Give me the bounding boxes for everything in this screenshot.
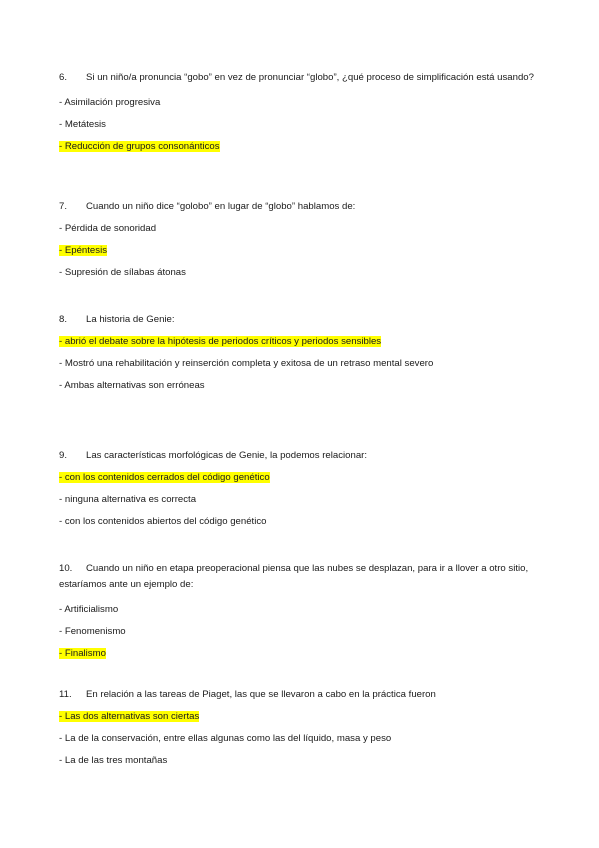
option: - Metátesis (59, 119, 106, 130)
option: - Ambas alternativas son erróneas (59, 380, 205, 391)
question-6 (59, 70, 539, 153)
option: - Pérdida de sonoridad (59, 223, 157, 234)
option-highlighted: - Reducción de grupos consonánticos (59, 141, 220, 152)
question-number: 11. (59, 689, 72, 700)
question-text: Si un niño/a pronuncia “gobo” en vez de pronunciar “globo”, ¿qué proceso de simplificación está usando? (86, 72, 534, 83)
question-text: En relación a las tareas de Piaget, las que se llevaron a cabo en la práctica fueron (86, 689, 436, 700)
option-highlighted: - Finalismo (59, 648, 106, 659)
question-text: Las características morfológicas de Genie, la podemos relacionar: (86, 450, 368, 461)
option: - Mostró una rehabilitación y reinserción completa y exitosa de un retraso mental severo (59, 358, 434, 369)
option: - La de las tres montañas (59, 755, 168, 766)
question-text: Cuando un niño en etapa preoperacional piensa que las nubes se desplazan, para ir a llover a otro sitio, estaríamos ante un ejemplo de: (59, 563, 529, 590)
question-number: 7. (59, 201, 68, 212)
option-highlighted: - abrió el debate sobre la hipótesis de periodos críticos y periodos sensibles (59, 336, 382, 347)
option: - Fenomenismo (59, 626, 126, 637)
option: - con los contenidos abiertos del código genético (59, 516, 267, 527)
option: - ninguna alternativa es correcta (59, 494, 197, 505)
option: - Asimilación progresiva (59, 97, 161, 108)
question-11 (59, 687, 539, 767)
question-number: 9. (59, 450, 68, 461)
option-highlighted: - Epéntesis (59, 245, 107, 256)
question-text: Cuando un niño dice “golobo” en lugar de “globo” hablamos de: (86, 201, 356, 212)
question-number: 8. (59, 314, 68, 325)
question-8 (59, 312, 539, 392)
option: - Artificialismo (59, 604, 119, 615)
question-number: 10. (59, 563, 73, 574)
option-highlighted: - con los contenidos cerrados del código genético (59, 472, 270, 483)
question-text: La historia de Genie: (86, 314, 175, 325)
question-7 (59, 199, 539, 279)
question-number: 6. (59, 72, 68, 83)
question-9 (59, 448, 539, 528)
question-10 (59, 561, 539, 660)
option-highlighted: - Las dos alternativas son ciertas (59, 711, 200, 722)
option: - Supresión de sílabas átonas (59, 267, 186, 278)
option: - La de la conservación, entre ellas algunas como las del líquido, masa y peso (59, 733, 392, 744)
